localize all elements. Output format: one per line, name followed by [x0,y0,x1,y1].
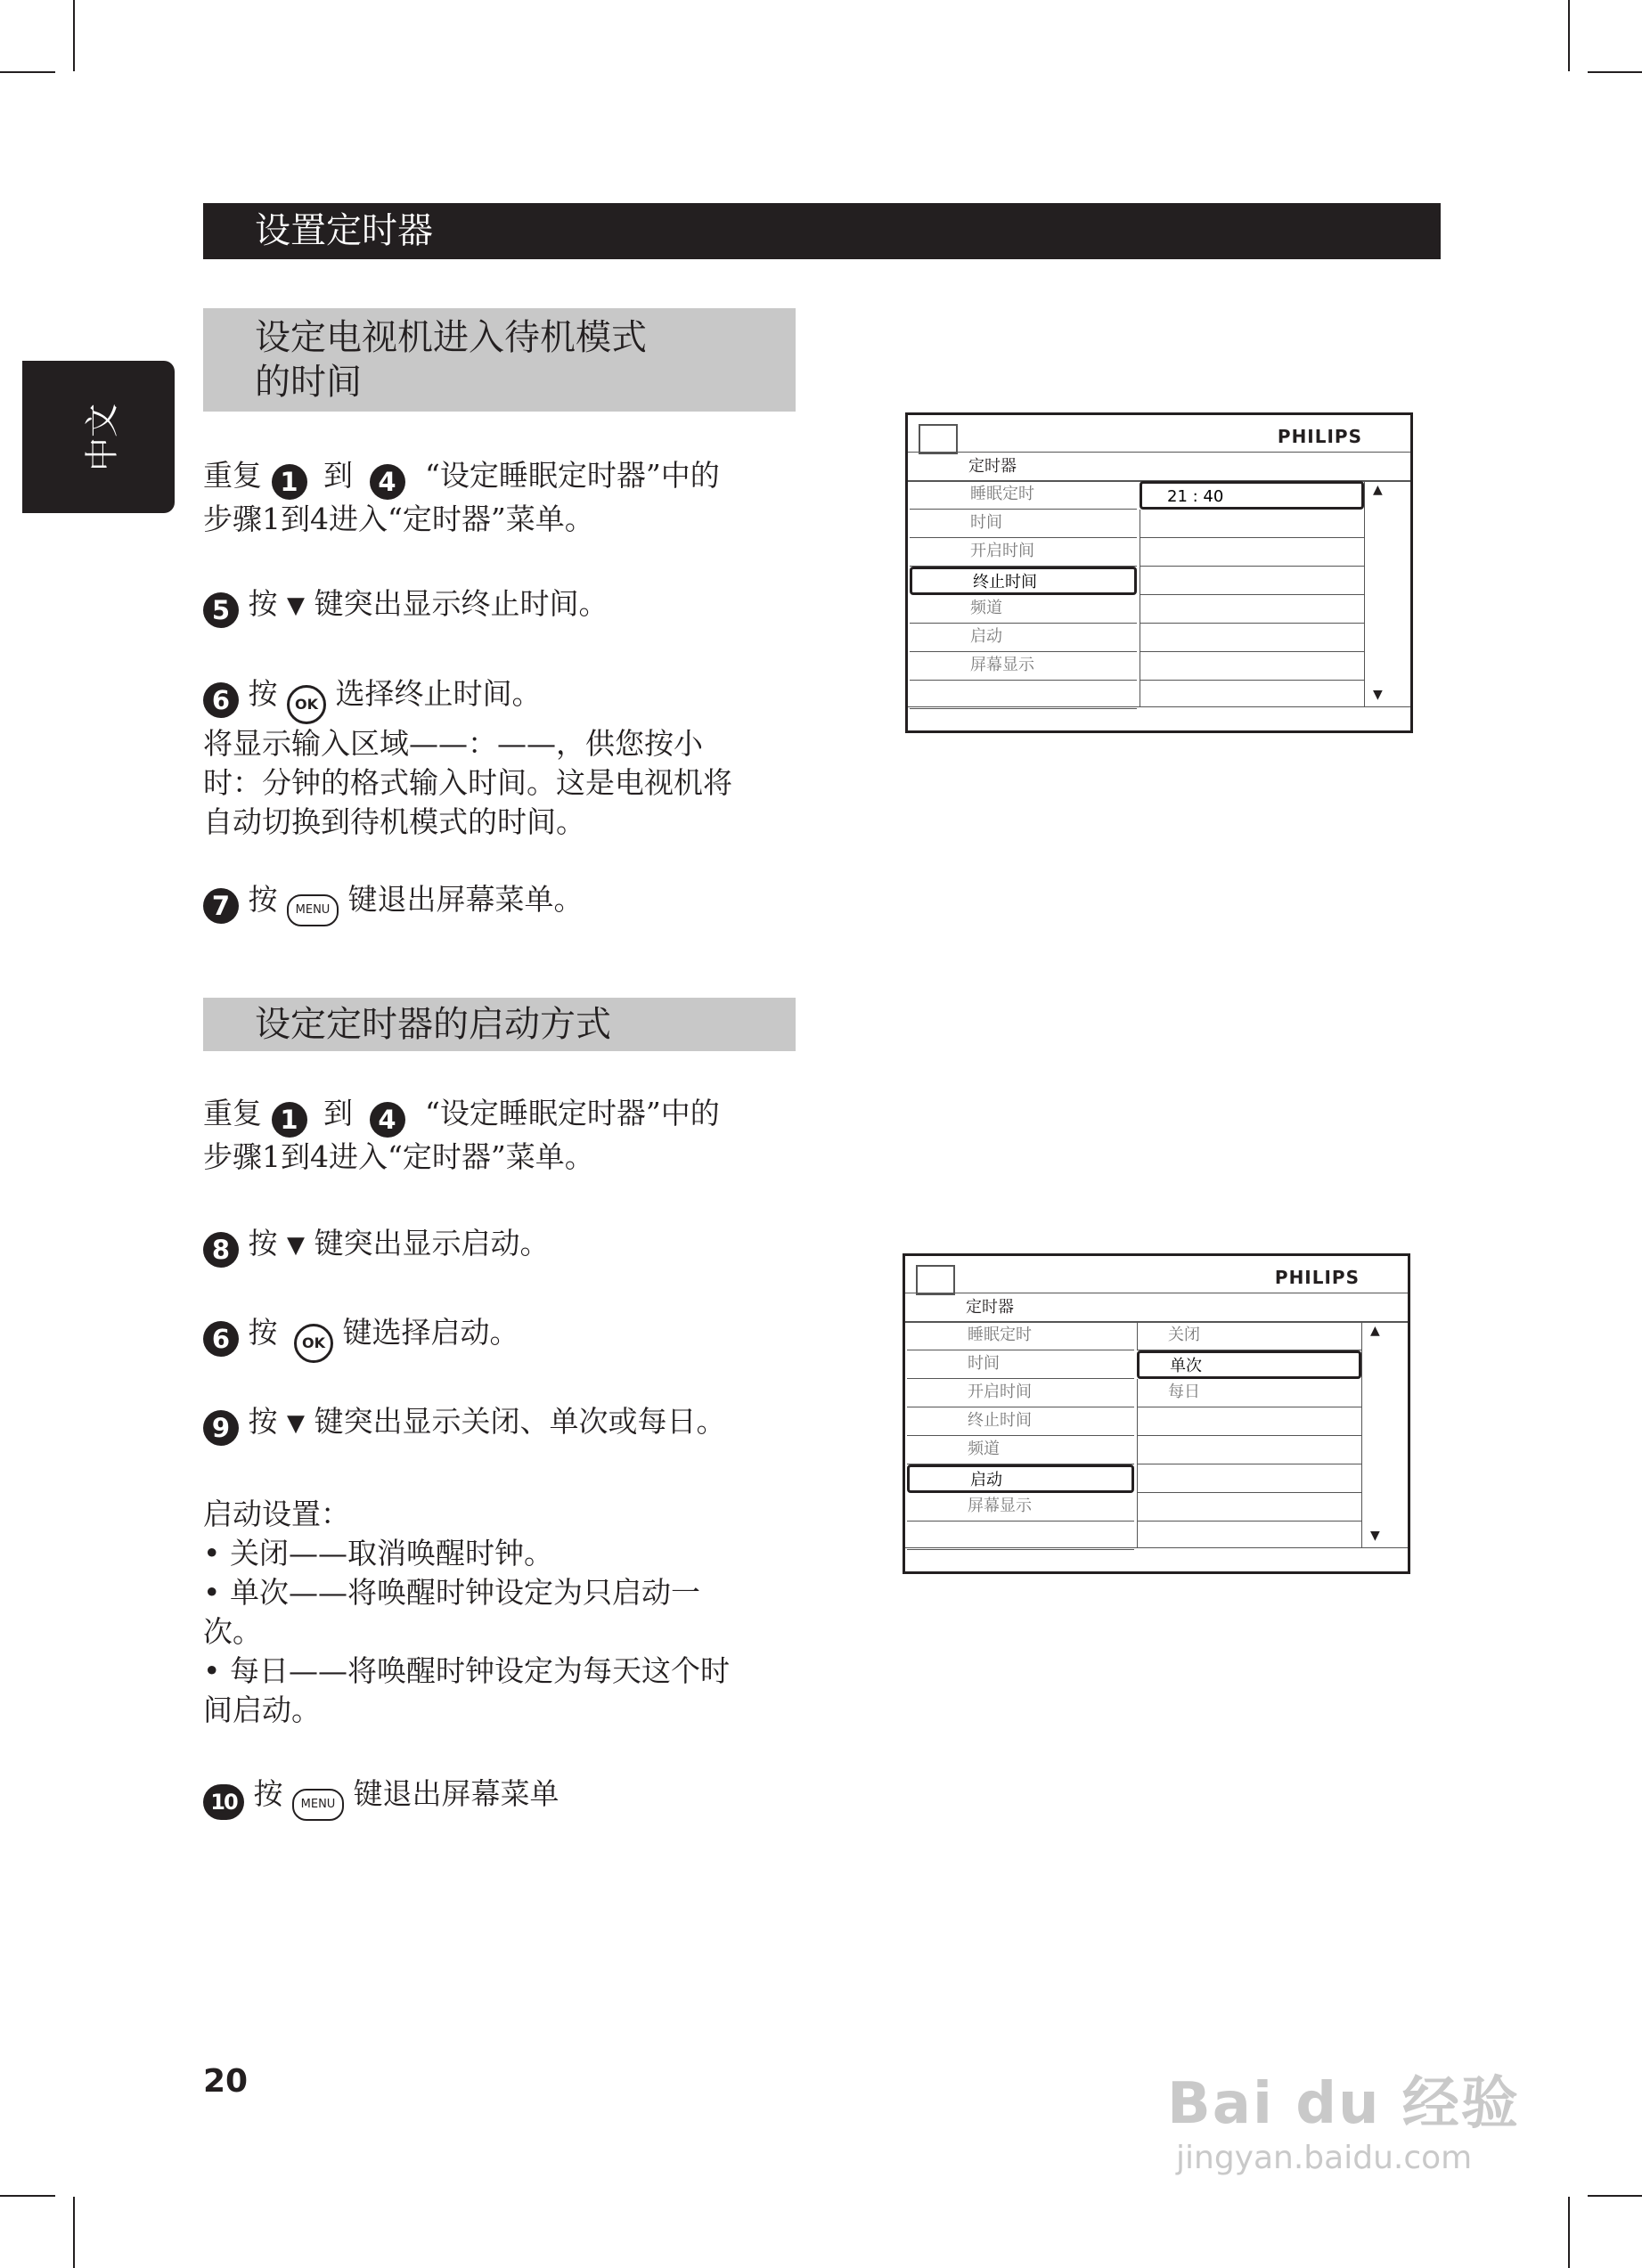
text: “设定睡眠定时器”中的 [425,1096,720,1130]
time-input-field[interactable]: 21 : 40 [1140,481,1364,510]
menu-item-time[interactable]: 时间 [910,510,1137,538]
text: 、 [519,1404,550,1439]
menu-item-osd[interactable]: 屏幕显示 [910,652,1137,681]
menu-header: 定时器 [968,457,1017,476]
language-label: 中文 [82,403,121,471]
menu-item-empty [907,1522,1134,1550]
value-cell [1140,538,1364,567]
bold-term: • 单次 [203,1575,289,1610]
step8 [203,1224,809,1268]
menu-item-sleep[interactable]: 睡眠定时 [910,481,1137,510]
bold-term: 关闭 [461,1404,520,1439]
text: 步骤1到4进入“定时器”菜单。 [203,502,594,536]
bold-term: 单次 [549,1404,609,1439]
text: 键突出显示 [314,586,462,621]
text: 按 [248,676,278,711]
value-cell [1140,595,1364,624]
watermark [1167,2058,1520,2176]
step-10-icon: 10 [203,1784,244,1820]
step-4-icon: 4 [370,464,405,500]
text: 。 [519,1226,550,1260]
tv-screen-timer-1 [905,412,1413,733]
bold-term: 每日 [637,1404,697,1439]
crop-mark [73,0,75,71]
crop-mark [73,2197,75,2268]
startup-settings [203,1495,809,1730]
scrollbar[interactable] [1364,480,1365,706]
crop-mark [0,71,55,73]
value-cell [1140,510,1364,538]
crop-mark [1568,0,1570,71]
bold-term: • 每日 [203,1653,289,1688]
scroll-up-icon[interactable]: ▲ [1370,1324,1380,1338]
menu-item-channel[interactable]: 频道 [907,1436,1134,1464]
menu-item-time[interactable]: 时间 [907,1350,1134,1379]
step9 [203,1402,809,1446]
crop-mark [1588,2195,1642,2197]
page-number: 20 [203,2063,249,2100]
value-cell [1137,1436,1361,1464]
menu-button-icon: MENU [292,1789,344,1821]
menu-item-off-time[interactable]: 终止时间 [907,1407,1134,1436]
bold-term: 启动 [430,1315,490,1350]
menu-item-channel[interactable]: 频道 [910,595,1137,624]
step-5-icon: 5 [203,592,239,628]
bold-term: 终止时间 [394,676,512,711]
text: ——取消唤醒时钟。 [288,1536,553,1570]
menu-item-off-time[interactable]: 终止时间 [910,567,1137,595]
text: 按 [248,882,278,917]
step-1-icon: 1 [272,1102,307,1138]
menu-item-on-time[interactable]: 开启时间 [907,1379,1134,1407]
menu-item-activate[interactable]: 启动 [910,624,1137,652]
tv-icon [916,1265,955,1295]
value-cell [1137,1493,1361,1522]
section1-repeat [203,456,809,539]
step-8-icon: 8 [203,1232,239,1268]
option-once[interactable]: 单次 [1137,1350,1361,1379]
text: 按 [248,1226,278,1260]
value-cell [1140,624,1364,652]
brand-logo: PHILIPS [1277,426,1362,447]
section2-repeat [203,1094,809,1177]
section2-heading: 设定定时器的启动方式 [203,998,796,1051]
scroll-down-icon[interactable]: ▼ [1370,1529,1380,1543]
ok-button-icon: OK [287,685,326,724]
scrollbar[interactable] [1361,1321,1362,1547]
text: ——将唤醒时钟设定为只启动一 [288,1575,700,1610]
text: 键突出显示 [314,1226,462,1260]
page-title: 设置定时器 [203,203,1441,259]
step-1-icon: 1 [272,464,307,500]
text: 到 [323,1096,353,1130]
value-cell [1137,1522,1361,1547]
text: 。 [696,1404,726,1439]
text: 键退出屏幕菜单。 [347,882,584,917]
step6-b [203,1313,809,1363]
step7 [203,880,809,926]
step6 [203,674,809,842]
menu-button-icon: MENU [287,894,339,926]
text: 时：分钟的格式输入时间。这是电视机将 [203,765,732,800]
step-6-icon: 6 [203,1321,239,1357]
step-6-icon: 6 [203,682,239,718]
down-arrow-icon: ▼ [287,592,305,619]
text: 按 [248,586,278,621]
value-cell [1140,681,1364,706]
tv-screen-timer-2 [903,1253,1410,1574]
text: 。 [489,1315,519,1350]
menu-item-osd[interactable]: 屏幕显示 [907,1493,1134,1522]
watermark-brand: Bai du 经验 [1167,2071,1520,2137]
menu-item-empty [910,681,1137,709]
crop-mark [1588,71,1642,73]
text: 间启动。 [203,1693,321,1727]
language-tab [22,361,175,513]
option-daily[interactable]: 每日 [1137,1379,1361,1407]
text: 按 [253,1776,283,1811]
text: 步骤1到4进入“定时器”菜单。 [203,1139,594,1174]
step-9-icon: 9 [203,1410,239,1446]
text: 重复 [203,1096,262,1130]
down-arrow-icon: ▼ [287,1410,305,1437]
text: 次。 [203,1614,262,1649]
crop-mark [1568,2197,1570,2268]
text: 到 [323,458,353,493]
section1-heading-line2: 的时间 [255,362,362,403]
menu-header: 定时器 [966,1298,1014,1317]
down-arrow-icon: ▼ [287,1232,305,1259]
step10 [203,1774,809,1821]
section1-heading-line1: 设定电视机进入待机模式 [255,317,647,358]
text: 按 [248,1315,278,1350]
value-cell [1140,652,1364,681]
value-cell [1137,1407,1361,1436]
bold-term: 终止时间 [461,586,579,621]
text: 重复 [203,458,262,493]
option-off[interactable]: 关闭 [1137,1322,1361,1350]
text: 键选择 [342,1315,431,1350]
menu-item-on-time[interactable]: 开启时间 [910,538,1137,567]
menu-item-activate[interactable]: 启动 [907,1464,1134,1493]
value-cell [1137,1464,1361,1493]
brand-logo: PHILIPS [1274,1267,1360,1288]
text: 按 [248,1404,278,1439]
ok-button-icon: OK [294,1324,333,1363]
watermark-url: jingyan.baidu.com [1176,2140,1473,2176]
menu-item-sleep[interactable]: 睡眠定时 [907,1322,1134,1350]
crop-mark [0,2195,55,2197]
text: ——将唤醒时钟设定为每天这个时 [288,1653,730,1688]
scroll-down-icon[interactable]: ▼ [1373,688,1383,702]
text: 选择 [335,676,395,711]
text: 自动切换到待机模式的时间。 [203,804,585,839]
bold-term: 启动 [461,1226,520,1260]
section1-heading [203,308,796,412]
text: 键退出屏幕菜单 [353,1776,560,1811]
bold-term: • 关闭 [203,1536,289,1570]
step-4-icon: 4 [370,1102,405,1138]
step5 [203,584,809,628]
text: 。 [578,586,609,621]
settings-title: 启动设置： [203,1497,350,1531]
scroll-up-icon[interactable]: ▲ [1373,483,1383,497]
text: “设定睡眠定时器”中的 [425,458,720,493]
text: 或 [608,1404,638,1439]
text: 。 [511,676,542,711]
text: 键突出显示 [314,1404,462,1439]
text: 将显示输入区域——：——，供您按小 [203,726,703,761]
step-7-icon: 7 [203,888,239,924]
tv-icon [919,424,958,454]
value-cell [1140,567,1364,595]
